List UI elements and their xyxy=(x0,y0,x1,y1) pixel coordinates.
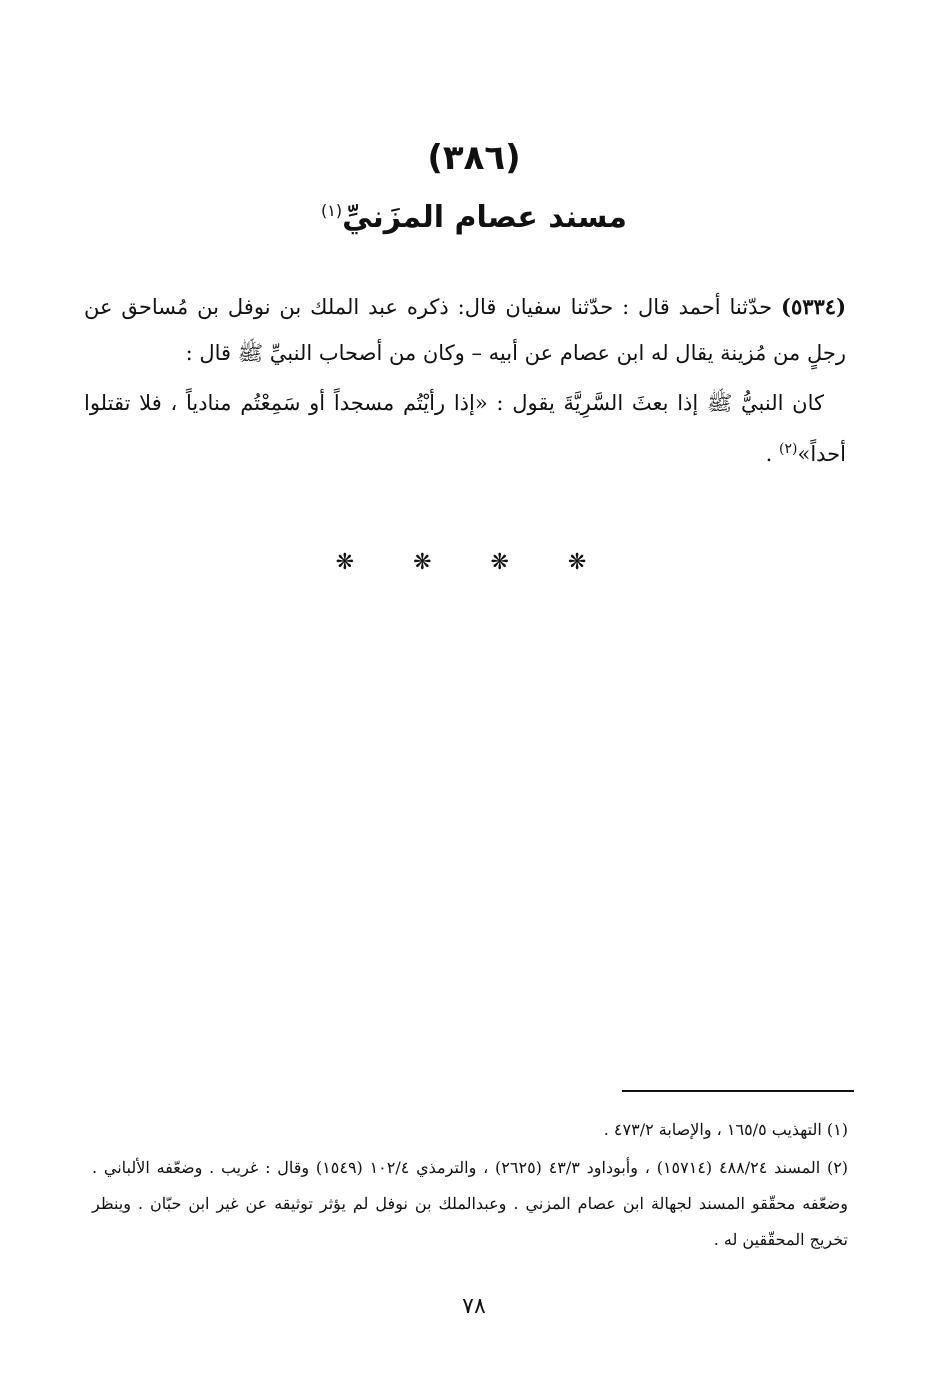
hadith-matn-text: كان النبيُّ ﷺ إذا بعثَ السَّرِيَّةَ يقول : «إذا رأيْتُم مسجداً أو سَمِعْتُم منادياً ، فلا تقتلوا أحداً» xyxy=(84,391,846,466)
hadith-reference-number: (٥٣٣٤) xyxy=(781,294,846,319)
section-separator: ❋ ❋ ❋ ❋ xyxy=(335,550,613,575)
hadith-chain-text: حدّثنا أحمد قال : حدّثنا سفيان قال: ذكره عبد الملك بن نوفل بن مُساحق عن رجلٍ من مُزينة يقال له ابن عصام عن أبيه – وكان من أصحاب النبيِّ ﷺ قال : xyxy=(84,295,846,365)
footnotes xyxy=(92,1112,848,1258)
footnote-divider xyxy=(622,1090,854,1092)
matn-footnote-marker: (٢) xyxy=(779,441,798,457)
title-footnote-marker: (١) xyxy=(321,201,343,220)
section-number: (٣٨٦) xyxy=(427,138,521,178)
footnote-2: (٢) المسند ٤٨٨/٢٤ (١٥٧١٤) ، وأبوداود ٤٣/٣ (٢٦٢٥) ، والترمذي ١٠٢/٤ (١٥٤٩) وقال : غريب . وضعّفه الألباني . وضعّفه محقّقو المسند لجهالة ابن عصام المزني . وعبدالملك بن نوفل لم يؤثر توثيقه عن غير ابن حبّان . وينظر تخريج المحقّقين له . xyxy=(92,1158,849,1249)
matn-end: . xyxy=(765,442,779,466)
page-number: ٧٨ xyxy=(462,1294,486,1319)
section-title-text: مسند عصام المزَنيِّ xyxy=(342,200,627,235)
footnote-1: (١) التهذيب ١٦٥/٥ ، والإصابة ٤٧٣/٢ . xyxy=(603,1120,848,1139)
hadith-paragraph-2 xyxy=(84,380,846,477)
hadith-paragraph-1 xyxy=(84,284,846,376)
hadith-text xyxy=(84,284,846,481)
section-title xyxy=(0,200,948,235)
